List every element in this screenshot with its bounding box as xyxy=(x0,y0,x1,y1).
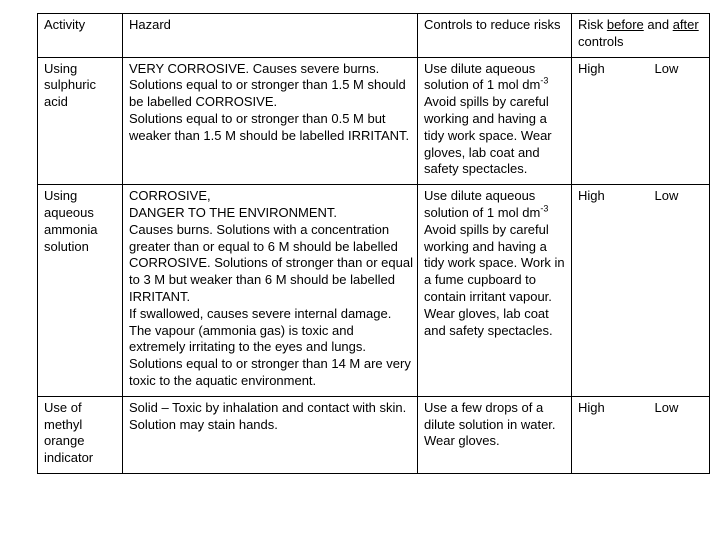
row-activity: Using aqueous ammonia solution xyxy=(38,185,123,397)
row-hazard: Solid – Toxic by inhalation and contact with skin. Solution may stain hands. xyxy=(123,396,418,473)
row-hazard: CORROSIVE, DANGER TO THE ENVIRONMENT. Causes burns. Solutions with a concentration greater than or equal to 6 M should be labelled CORROSIVE. Solutions of stronger than or equal to 3 M but weaker than 6 M should be labelled IRRITANT. If swallowed, causes severe internal damage. The vapour (ammonia gas) is toxic and extremely irritating to the eyes and lungs. Solutions equal to or stronger than 14 M are very toxic to the aquatic environment. xyxy=(123,185,418,397)
row-controls xyxy=(418,185,572,397)
table-row xyxy=(38,396,710,473)
row-activity: Use of methyl orange indicator xyxy=(38,396,123,473)
header-risk-prefix: Risk xyxy=(578,17,607,32)
header-hazard: Hazard xyxy=(123,14,418,58)
row-hazard: VERY CORROSIVE. Causes severe burns. Solutions equal to or stronger than 1.5 M should be labelled CORROSIVE. Solutions equal to or stronger than 0.5 M but weaker than 1.5 M should be labelled IRRITANT. xyxy=(123,57,418,185)
table-row xyxy=(38,57,710,185)
controls-text: Use dilute aqueous solution of 1 mol dm xyxy=(424,188,541,220)
row-risk-before: High xyxy=(572,396,649,473)
header-risk-and: and xyxy=(643,17,673,32)
row-controls xyxy=(418,57,572,185)
table-header-row xyxy=(38,14,710,58)
row-risk-after: Low xyxy=(649,185,710,397)
controls-text-continued: Avoid spills by careful working and having a tidy work space. Work in a fume cupboard to contain irritant vapour. Wear gloves, lab coat and safety spectacles. xyxy=(424,221,565,338)
header-risk xyxy=(572,14,710,58)
controls-superscript: -3 xyxy=(540,203,549,214)
header-controls: Controls to reduce risks xyxy=(418,14,572,58)
controls-superscript: -3 xyxy=(540,76,549,87)
risk-assessment-table xyxy=(37,13,710,474)
table-row xyxy=(38,185,710,397)
header-risk-after: after xyxy=(672,17,699,32)
controls-text-continued: Avoid spills by careful working and having a tidy work space. Wear gloves, lab coat and safety spectacles. xyxy=(424,94,552,177)
row-risk-before: High xyxy=(572,185,649,397)
header-risk-suffix: controls xyxy=(578,33,624,49)
row-activity: Using sulphuric acid xyxy=(38,57,123,185)
row-risk-before: High xyxy=(572,57,649,185)
controls-text: Use dilute aqueous solution of 1 mol dm xyxy=(424,60,541,93)
header-activity: Activity xyxy=(38,14,123,58)
row-controls: Use a few drops of a dilute solution in water. Wear gloves. xyxy=(418,396,572,473)
row-risk-after: Low xyxy=(649,396,710,473)
header-risk-before: before xyxy=(606,17,644,32)
row-risk-after: Low xyxy=(649,57,710,185)
